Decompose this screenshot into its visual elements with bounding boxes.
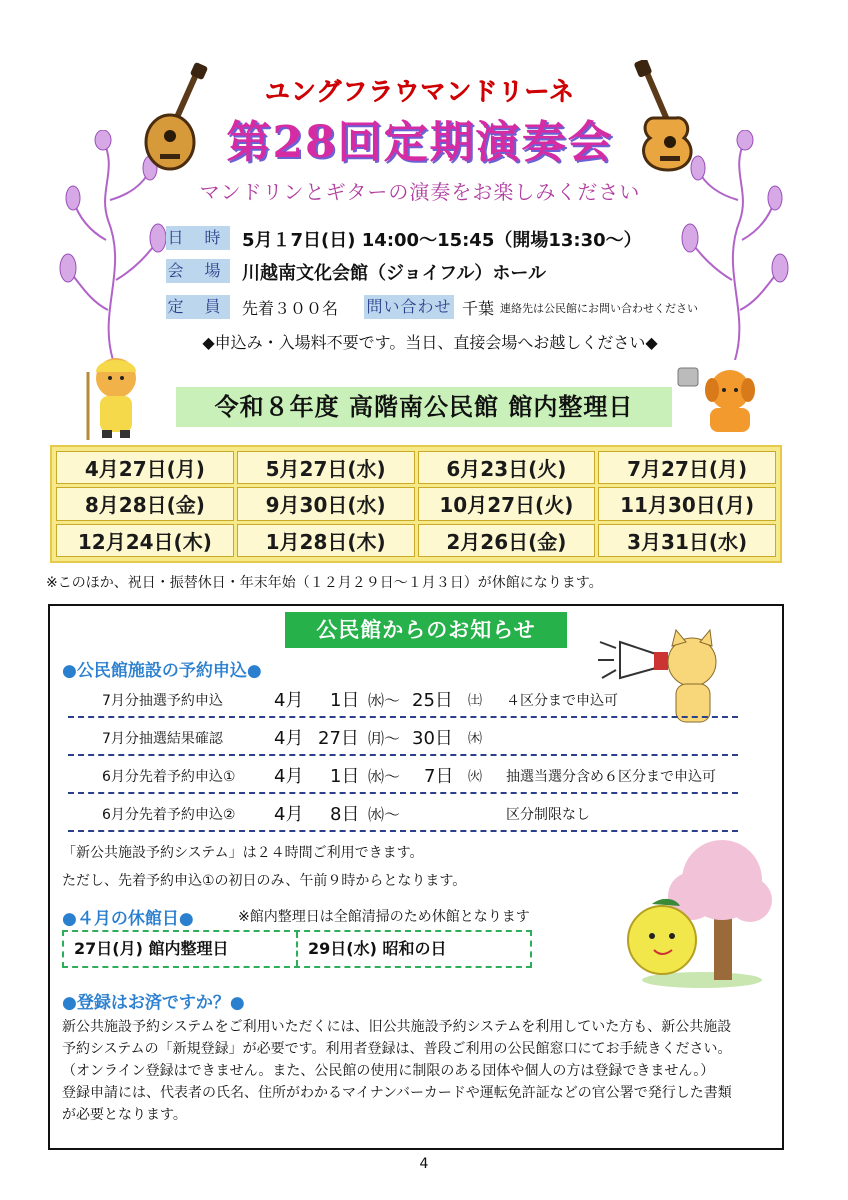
closure-date: 2月26日(金) bbox=[418, 524, 596, 557]
holiday-item: 27日(月) 館内整理日 bbox=[74, 939, 229, 958]
capacity-value: 先着３００名 bbox=[242, 299, 339, 318]
date-label: 日 時 bbox=[166, 226, 230, 250]
reservation-end: 30日 bbox=[412, 728, 453, 749]
reservation-name: 7月分抽選予約申込 bbox=[102, 693, 223, 709]
reservation-end-dow: ㈭ bbox=[468, 731, 482, 747]
reservation-start-dow: ㈪～ bbox=[368, 729, 401, 748]
reservation-heading: ●公民館施設の予約申込● bbox=[62, 661, 262, 681]
registration-line: が必要となります。 bbox=[62, 1107, 187, 1123]
closure-date: 7月27日(月) bbox=[598, 451, 776, 484]
reservation-name: 6月分先着予約申込① bbox=[102, 769, 236, 785]
reservation-month: 4月 bbox=[274, 804, 304, 825]
reservation-end-dow: ㈯ bbox=[468, 693, 482, 709]
page-number: 4 bbox=[419, 1156, 429, 1172]
venue-label: 会 場 bbox=[166, 259, 230, 283]
admission-note: ◆申込み・入場料不要です。当日、直接会場へお越しください◆ bbox=[202, 333, 658, 352]
system-note-1: 「新公共施設予約システム」は２４時間ご利用できます。 bbox=[62, 845, 424, 861]
holiday-note: ※館内整理日は全館清掃のため休館となります bbox=[238, 909, 530, 925]
reservation-row bbox=[68, 758, 738, 794]
date-value: 5月１7日(日) 14:00～15:45（開場13:30～） bbox=[242, 230, 642, 251]
contact-label: 問い合わせ bbox=[364, 295, 454, 319]
closure-date: 9月30日(水) bbox=[237, 487, 415, 520]
reservation-note: ４区分まで申込可 bbox=[506, 693, 618, 709]
reservation-end: 25日 bbox=[412, 690, 453, 711]
closure-date: 8月28日(金) bbox=[56, 487, 234, 520]
notice-title: 公民館からのお知らせ bbox=[285, 612, 567, 648]
contact-note: 連絡先は公民館にお問い合わせください bbox=[500, 302, 698, 315]
closure-date: 12月24日(木) bbox=[56, 524, 234, 557]
reservation-start: 1日 bbox=[330, 690, 360, 711]
reservation-month: 4月 bbox=[274, 690, 304, 711]
concert-subtitle: マンドリンとギターの演奏をお楽しみください bbox=[199, 180, 641, 204]
reservation-start: 27日 bbox=[318, 728, 359, 749]
concert-title: 第28回定期演奏会 bbox=[226, 117, 614, 168]
reservation-note: 抽選当選分含め６区分まで申込可 bbox=[506, 769, 716, 785]
holiday-item: 29日(水) 昭和の日 bbox=[296, 932, 530, 966]
reservation-start: 1日 bbox=[330, 766, 360, 787]
cherry-tree-character-icon bbox=[572, 840, 772, 990]
group-name: ユングフラウマンドリーネ bbox=[264, 77, 576, 106]
reservation-start-dow: ㈬～ bbox=[368, 805, 401, 824]
venue-value: 川越南文化会館（ジョイフル）ホール bbox=[242, 263, 547, 284]
registration-line: 登録申請には、代表者の氏名、住所がわかるマイナンバーカードや運転免許証などの官公署で発行した書類 bbox=[62, 1085, 732, 1101]
closure-date: 11月30日(月) bbox=[598, 487, 776, 520]
system-note-2: ただし、先着予約申込①の初日のみ、午前９時からとなります。 bbox=[62, 873, 467, 889]
registration-text bbox=[62, 1016, 772, 1126]
reservation-month: 4月 bbox=[274, 766, 304, 787]
closure-date: 5月27日(水) bbox=[237, 451, 415, 484]
reservation-end: 7日 bbox=[424, 766, 454, 787]
registration-line: 予約システムの「新規登録」が必要です。利用者登録は、普段ご利用の公民館窓口にてお手続きください。 bbox=[62, 1041, 732, 1057]
reservation-start-dow: ㈬～ bbox=[368, 767, 401, 786]
reservation-row bbox=[68, 682, 738, 718]
capacity-label: 定 員 bbox=[166, 295, 230, 319]
reservation-note: 区分制限なし bbox=[506, 807, 590, 823]
registration-line: 新公共施設予約システムをご利用いただくには、旧公共施設予約システムを利用していた方も、新公共施設 bbox=[62, 1019, 732, 1035]
closure-date: 6月23日(火) bbox=[418, 451, 596, 484]
dog-cleaning-icon bbox=[74, 352, 154, 442]
reservation-row bbox=[68, 720, 738, 756]
reservation-end-dow: ㈫ bbox=[468, 769, 482, 785]
closure-date: 10月27日(火) bbox=[418, 487, 596, 520]
closure-calendar bbox=[50, 445, 782, 563]
closure-date: 1月28日(木) bbox=[237, 524, 415, 557]
closure-note: ※このほか、祝日・振替休日・年末年始（１２月２９日～１月３日）が休館になります。 bbox=[46, 575, 603, 591]
registration-heading: ●登録はお済ですか？● bbox=[62, 993, 245, 1013]
closure-date: 4月27日(月) bbox=[56, 451, 234, 484]
holiday-heading: ●４月の休館日● bbox=[62, 909, 194, 929]
reservation-start-dow: ㈬～ bbox=[368, 691, 401, 710]
closure-title: 令和８年度 高階南公民館 館内整理日 bbox=[176, 387, 672, 427]
reservation-name: 6月分先着予約申込② bbox=[102, 807, 236, 823]
reservation-month: 4月 bbox=[274, 728, 304, 749]
reservation-name: 7月分抽選結果確認 bbox=[102, 731, 223, 747]
contact-name: 千葉 bbox=[462, 299, 495, 318]
registration-line: （オンライン登録はできません。また、公民館の使用に制限のある団体や個人の方は登録できません。） bbox=[62, 1063, 715, 1079]
reservation-start: 8日 bbox=[330, 804, 360, 825]
reservation-row bbox=[68, 796, 738, 832]
holiday-list bbox=[62, 930, 532, 968]
closure-date: 3月31日(水) bbox=[598, 524, 776, 557]
dog-bucket-icon bbox=[676, 360, 766, 440]
